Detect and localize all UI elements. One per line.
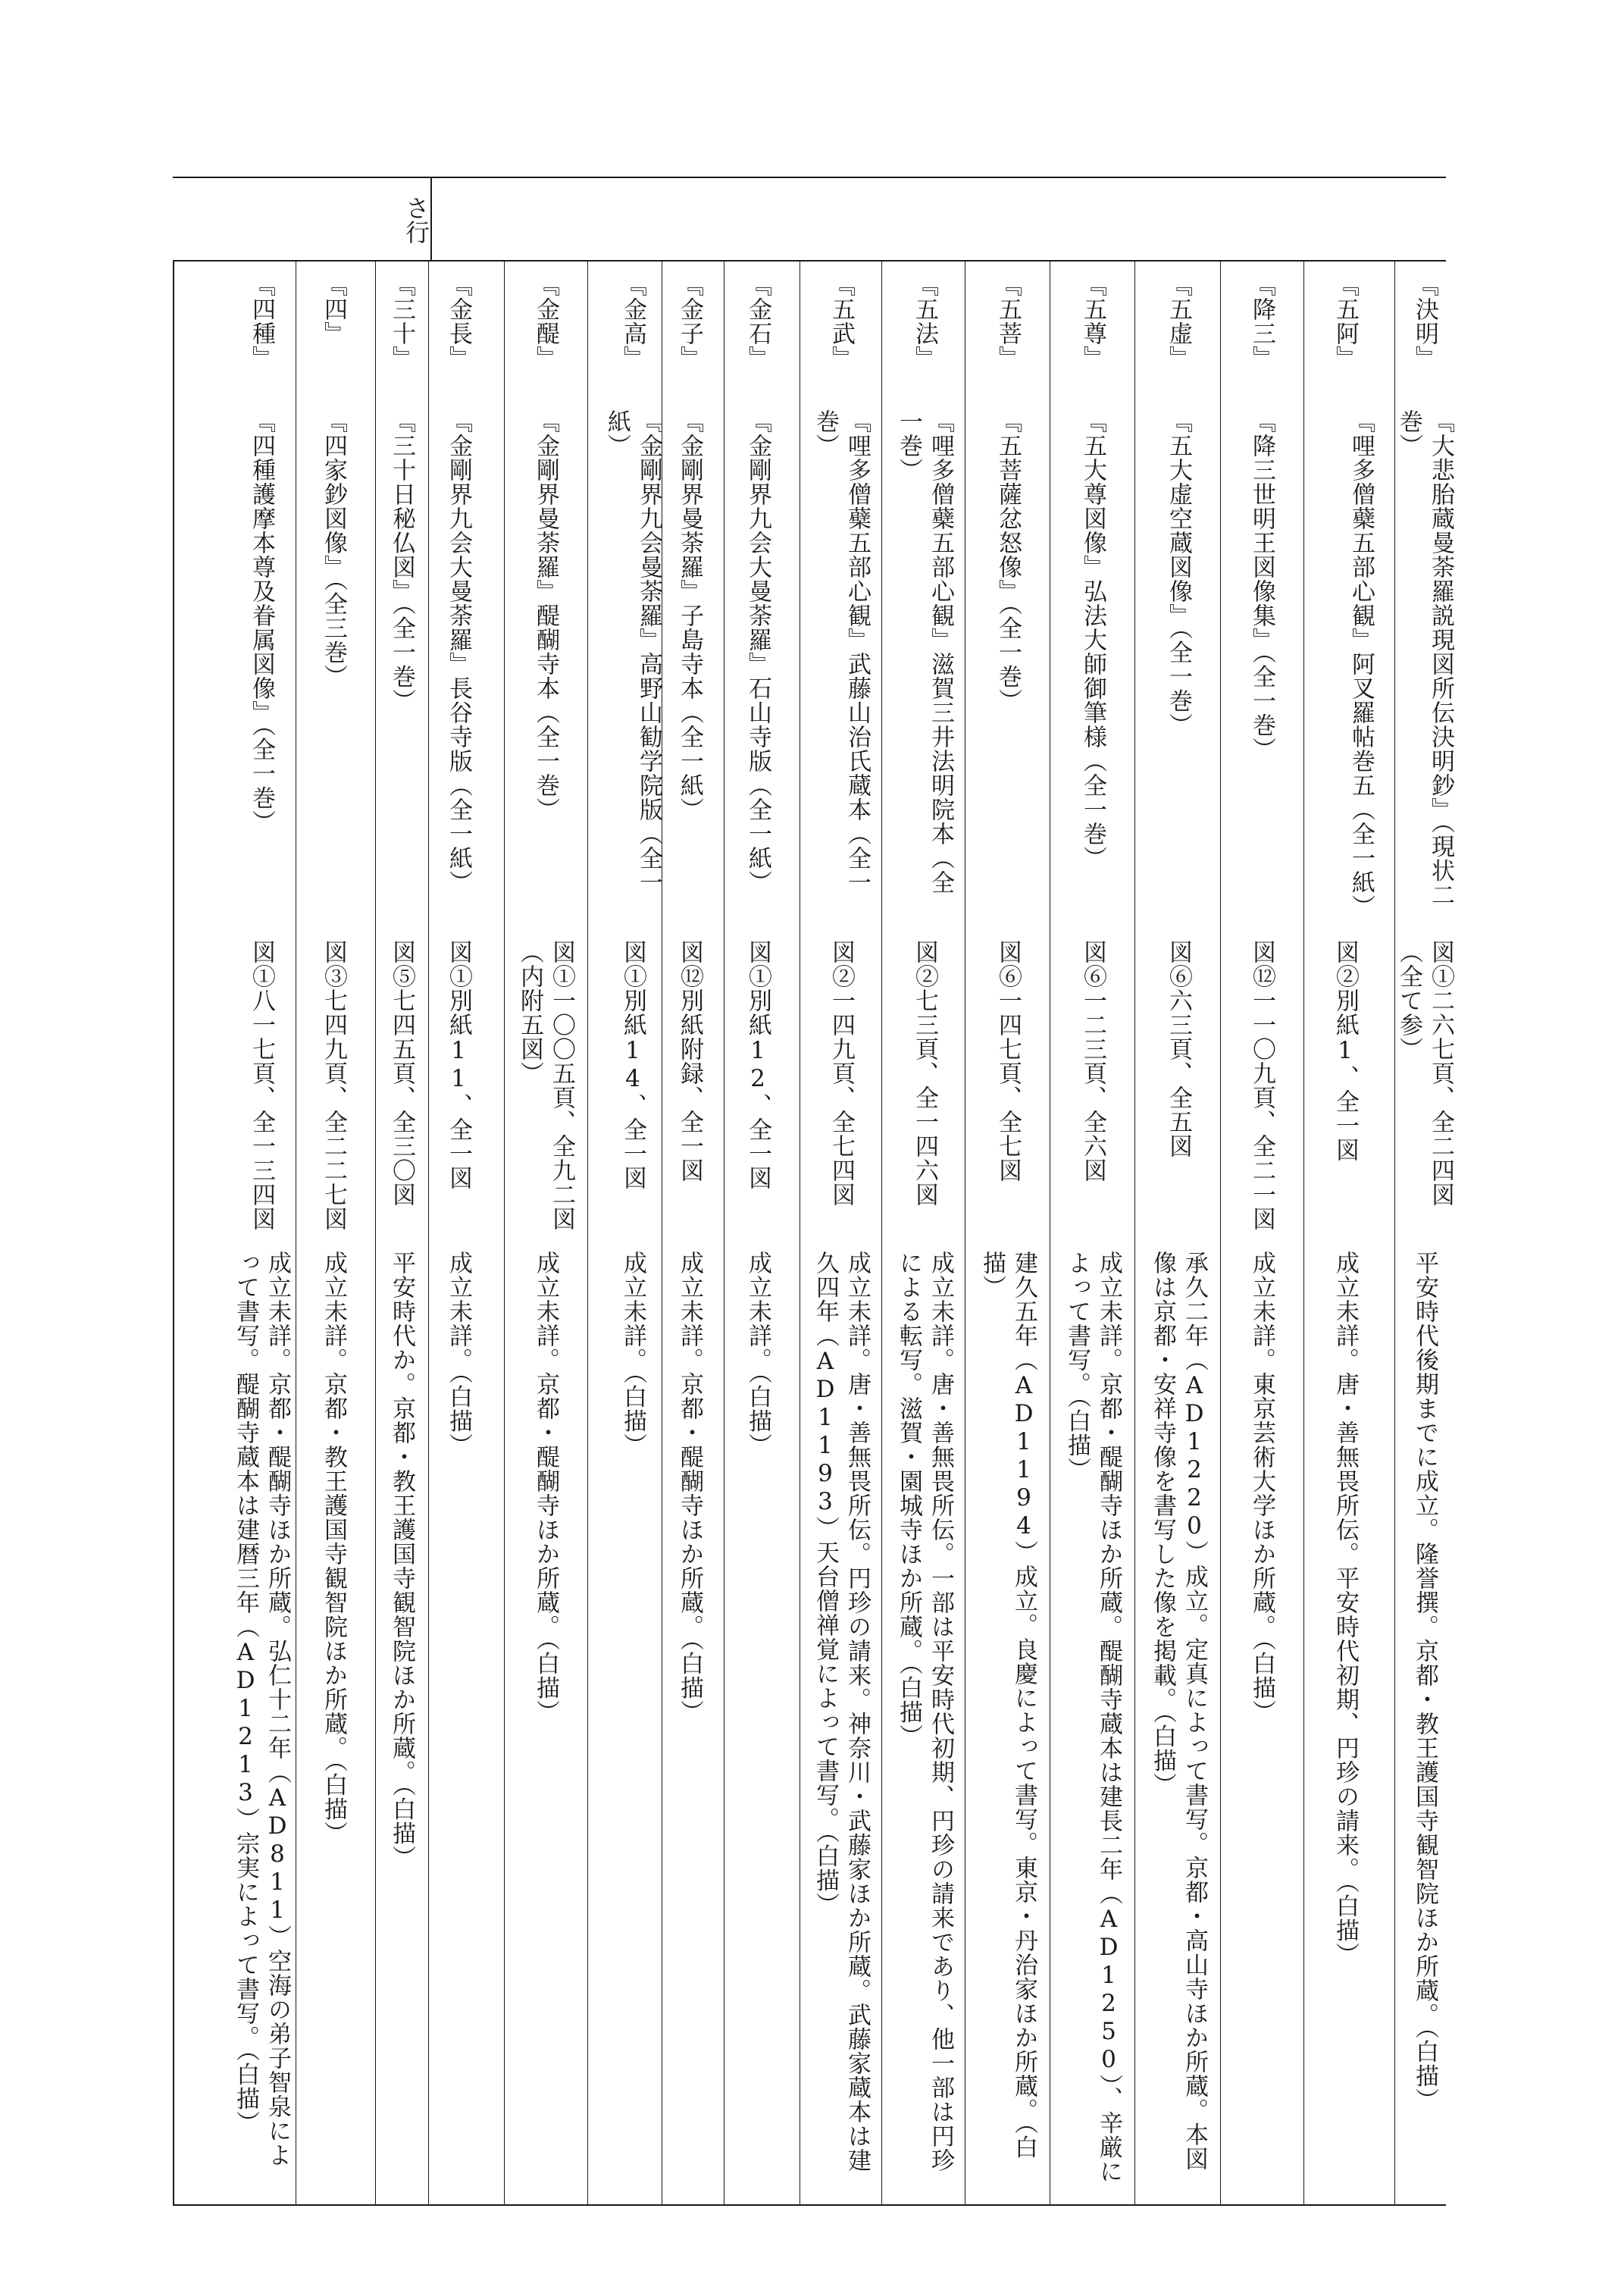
top-rule [173,177,1446,178]
table-left-border [173,260,174,2206]
entry-note: 承久二年（AD1220）成立。定真によって書写。京都・高山寺ほか所蔵。本図像は京都・安祥寺像を書写した像を掲載。（白描） [1149,1251,1208,2171]
entry-title: 『五大尊図像』弘法大師御筆様（全一巻） [1079,409,1106,870]
section-label: さ行 [402,196,430,244]
column-separator [1134,260,1135,2206]
entry-ref: 図⑫一一〇九頁、全二一図 [1248,940,1275,1231]
table-bottom-border [173,2204,1446,2206]
entry-abbr: 『金長』 [445,273,472,370]
entry-note: 成立未詳。唐・善無畏所伝。平安時代初期、円珍の請来。（白描） [1332,1251,1359,1967]
entry-title: 『金剛界九会曼荼羅』高野山勧学院版（全一紙） [603,409,662,894]
entry-note: 平安時代後期までに成立。隆誉撰。京都・教王護国寺観智院ほか所蔵。（白描） [1411,1251,1438,2113]
entry-title: 『降三世明王図像集』（全一巻） [1248,409,1275,762]
entry-note: 成立未詳。京都・醍醐寺ほか所蔵。（白描） [676,1251,703,1724]
entry-abbr: 『決明』 [1411,273,1438,370]
entry-title: 『金剛界九会大曼荼羅』石山寺版（全一紙） [744,409,771,894]
entry-ref: 図②一四九頁、全七四図 [828,940,855,1207]
entry-ref: 図①別紙12、全一図 [744,940,771,1190]
column-separator [587,260,588,2206]
entry-abbr: 『金石』 [744,273,771,370]
entry-note: 成立未詳。唐・善無畏所伝。一部は平安時代初期、円珍の請来であり、他一部は円珍による転写。滋賀・園城寺ほか所蔵。（白描） [895,1251,954,2172]
column-separator [1303,260,1304,2206]
entry-ref: 図⑥一二三頁、全六図 [1079,940,1106,1182]
entry-note: 平安時代か。京都・教王護国寺観智院ほか所蔵。（白描） [388,1251,415,1870]
entry-title: 『大悲胎蔵曼荼羅説現図所伝決明鈔』（現状二巻） [1395,409,1454,907]
entry-abbr: 『五武』 [828,273,855,370]
entry-ref: 図①一〇〇五頁、全九二図（内附五図） [516,940,575,1231]
entry-title: 『哩多僧蘗五部心観』滋賀三井法明院本（全一巻） [895,409,954,894]
entry-note: 成立未詳。東京芸術大学ほか所蔵。（白描） [1248,1251,1275,1724]
entry-note: 成立未詳。（白描） [744,1251,771,1458]
entry-note: 成立未詳。唐・善無畏所伝。円珍の請来。神奈川・武藤家ほか所蔵。武藤家蔵本は建久四年（AD1193）天台僧禅覚によって書写。（白描） [812,1251,871,2172]
column-separator [1220,260,1221,2206]
entry-abbr: 『三十』 [388,273,415,370]
column-separator [881,260,882,2206]
entry-title: 『金剛界曼荼羅』子島寺本（全一紙） [676,409,703,822]
entry-ref: 図①八一七頁、全一三四図 [248,940,275,1231]
entry-title: 『四種護摩本尊及眷属図像』（全一巻） [248,409,275,835]
entry-ref: 図⑤七四五頁、全三〇図 [388,940,415,1207]
entry-abbr: 『金醍』 [532,273,559,370]
entry-note: 成立未詳。京都・醍醐寺ほか所蔵。弘仁十二年（AD811）空海の弟子智泉によって書写。醍醐寺蔵本は建暦三年（AD1213）宗実によって書写。（白描） [232,1251,291,2167]
table-top-border [173,260,1446,262]
entry-abbr: 『五尊』 [1079,273,1106,370]
entry-title: 『五菩薩忿怒像』（全一巻） [994,409,1022,713]
entry-abbr: 『金高』 [619,273,646,370]
column-separator [428,260,429,2206]
entry-abbr: 『五菩』 [994,273,1022,370]
entry-ref: 図①別紙11、全一図 [445,940,472,1190]
entry-ref: 図①別紙14、全一図 [619,940,646,1190]
entry-abbr: 『降三』 [1248,273,1275,370]
entry-ref: 図②七三頁、全一四六図 [911,940,938,1207]
entry-title: 『金剛界曼荼羅』醍醐寺本（全一巻） [532,409,559,822]
entry-ref: 図⑥一四七頁、全七図 [994,940,1022,1182]
entry-ref: 図⑥六三頁、全五図 [1165,940,1192,1158]
entry-note: 建久五年（AD1194）成立。良慶によって書写。東京・丹治家ほか所蔵。（白描） [978,1251,1037,2160]
entry-title: 『哩多僧蘗五部心観』阿叉羅帖巻五（全一紙） [1347,409,1375,919]
entry-note: 成立未詳。京都・醍醐寺ほか所蔵。（白描） [532,1251,559,1724]
entry-abbr: 『五法』 [911,273,938,370]
entry-title: 『哩多僧蘗五部心観』武藤山治氏蔵本（全一巻） [812,409,871,894]
entry-abbr: 『四』 [320,273,347,346]
entry-title: 『金剛界九会大曼荼羅』長谷寺版（全一紙） [445,409,472,894]
entry-title: 『五大虚空蔵図像』（全一巻） [1165,409,1192,738]
column-separator [504,260,505,2206]
entry-title: 『四家鈔図像』（全三巻） [320,409,347,689]
entry-abbr: 『金子』 [676,273,703,370]
entry-abbr: 『四種』 [248,273,275,370]
entry-ref: 図③七四九頁、全二二七図 [320,940,347,1231]
entry-ref: 図①二六七頁、全二四図（全て参） [1395,940,1454,1207]
entry-ref: 図②別紙1、全一図 [1332,940,1359,1162]
entry-note: 成立未詳。京都・醍醐寺ほか所蔵。醍醐寺蔵本は建長二年（AD1250）、辛厳によって書写。（白描） [1063,1251,1122,2184]
entry-ref: 図⑫別紙附録、全一図 [676,940,703,1182]
entry-abbr: 『五虚』 [1165,273,1192,370]
entry-note: 成立未詳。京都・教王護国寺観智院ほか所蔵。（白描） [320,1251,347,1846]
column-separator [375,260,376,2206]
entry-note: 成立未詳。（白描） [445,1251,472,1458]
entry-title: 『三十日秘仏図』（全一巻） [388,409,415,713]
entry-note: 成立未詳。（白描） [619,1251,646,1458]
entry-abbr: 『五阿』 [1332,273,1359,370]
